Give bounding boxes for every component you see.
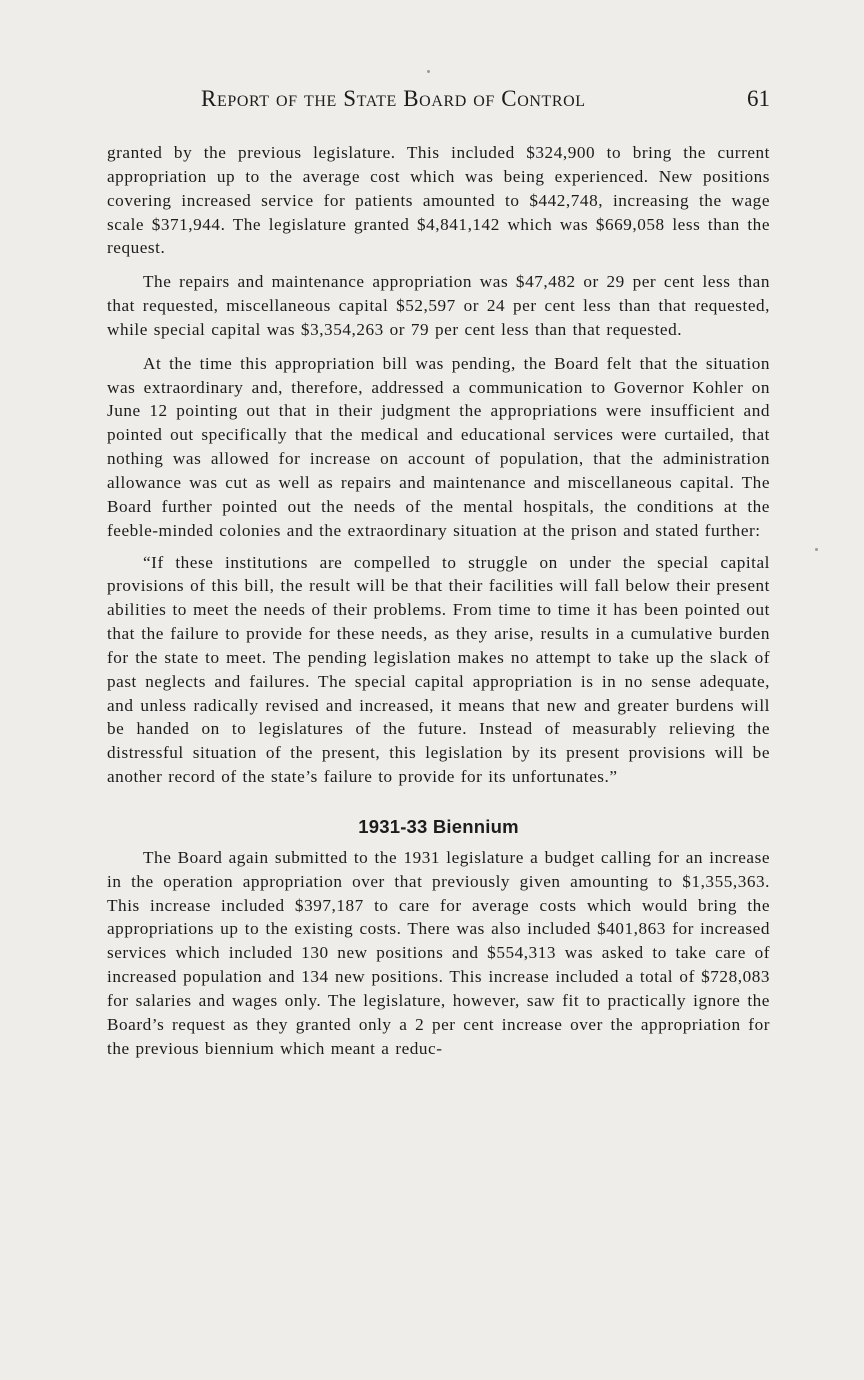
- paragraph-repairs-maintenance: The repairs and maintenance appropriation was $47,482 or 29 per cent less than that requested, miscellaneous capital $52,597 or 24 per cent less than that requested, while special capital was $3,354,263 or 79 per cent less than that requested.: [107, 272, 770, 339]
- block-quotation: “If these institutions are compelled to struggle on under the special capital provisions of this bill, the result will be that their facilities will fall below their present abilities to meet the needs of their problems. From time to time it has been pointed out that the failure to provide for these needs, as they arise, results in a cumulative burden for the state to meet. The pending legislation makes no attempt to take up the slack of past neglects and failures. The special capital appropriation is in no sense adequate, and unless radically revised and increased, it means that new and greater burdens will be handed on to legislatures of the future. Instead of measurably relieving the distressful situation of the present, this legislation by its present provisions will be another record of the state’s failure to provide for its unfortunates.”: [107, 552, 770, 787]
- paper-speck: [815, 548, 818, 551]
- running-head: Report of the State Board of Control: [201, 86, 586, 111]
- section-heading: 1931-33 Biennium: [358, 815, 519, 837]
- paragraph-biennium: The Board again submitted to the 1931 legislature a budget calling for an increase in the operation appropriation over that previously given amounting to $1,355,363. This increase included $397,187 to care for average costs which would bring the appropriations up to the existing costs. There was also included $401,863 for increased services which included 130 new positions and $554,313 was asked to take care of increased population and 134 new positions. This increase included a total of $728,083 for salaries and wages only. The legislature, however, saw fit to practically ignore the Board’s request as they granted only a 2 per cent increase over the appropriation for the previous biennium which meant a reduc-: [107, 847, 770, 1058]
- page-number: 61: [747, 86, 770, 111]
- page-header: [107, 86, 770, 120]
- paper-speck: [427, 70, 430, 73]
- paragraph-continued: granted by the previous legislature. This included $324,900 to bring the current appropriation up to the average cost which was being experienced. New positions covering increased service for patients amounted to $442,748, increasing the wage scale $371,944. The legislature granted $4,841,142 which was $669,058 less than the request.: [107, 143, 770, 258]
- paragraph-board-communication: At the time this appropriation bill was pending, the Board felt that the situation was extraordinary and, therefore, addressed a communication to Governor Kohler on June 12 pointing out that in their judgment the appropriations were insufficient and pointed out specifically that the medical and educational services were curtailed, that nothing was allowed for increase on account of population, that the administration allowance was cut as well as repairs and maintenance and miscellaneous capital. The Board further pointed out the needs of the mental hospitals, the conditions at the feeble-minded colonies and the extraordinary situation at the prison and stated further:: [107, 353, 770, 540]
- page-body: [107, 141, 770, 1061]
